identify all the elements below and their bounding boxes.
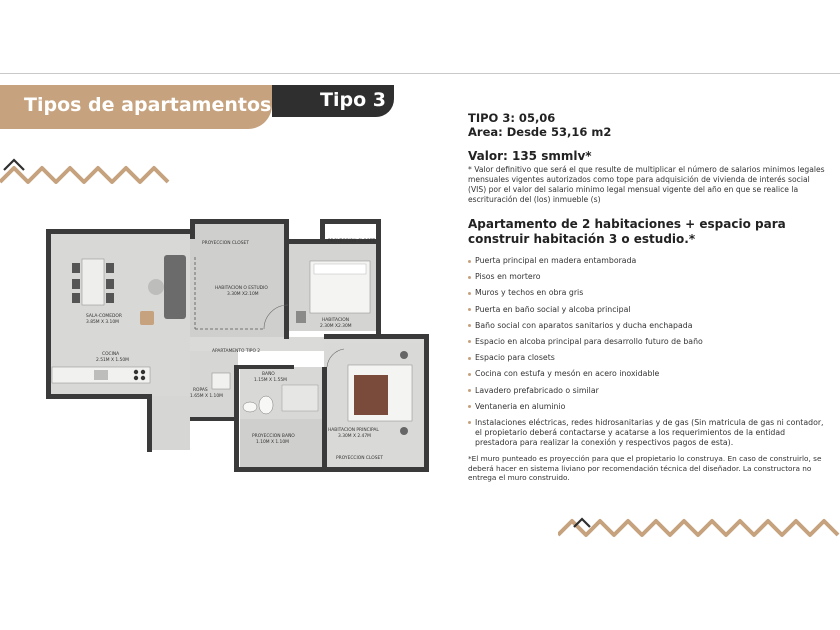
floor-plan: [44, 217, 432, 475]
footnote: *El muro punteado es proyección para que el propietario lo construya. En caso de construirlo, se deberá hacer en sistema liviano por recomendación técnica del diseñador. La constructora no entrega el muro construido.: [468, 454, 822, 483]
label-habitacion-principal: HABITACION PRINCIPAL: [328, 428, 379, 433]
tipo-line: TIPO 3: 05,06: [468, 111, 556, 125]
label-bano: BAÑO: [262, 372, 275, 377]
label-apartamento: APARTAMENTO TIPO 2: [212, 349, 261, 354]
section-title: Tipos de apartamentos: [24, 94, 272, 116]
feature-item: Ventaneria en aluminio: [468, 402, 828, 412]
apartment-title: Apartamento de 2 habitaciones + espacio para construir habitación 3 o estudio.*: [468, 217, 786, 246]
label-sala-comedor: SALA-COMEDOR: [86, 314, 122, 319]
feature-item: Instalaciones eléctricas, redes hidrosanitarias y de gas (Sin matricula de gas ni contador, el propietario deberá contactarse y acatarse a los requerimientos de la entidad prestadora para realizar la conexión y respectivos pagos de esta).: [468, 418, 828, 448]
label-sala-comedor-dim: 3.85M X 3.10M: [86, 320, 119, 325]
zigzag-decoration-right: [558, 505, 840, 547]
label-habitacion-estudio-dim: 3.30M X2.10M: [227, 292, 259, 297]
label-cocina-dim: 2.51M X 1.50M: [96, 358, 129, 363]
feature-item: Puerta principal en madera entamborada: [468, 256, 828, 266]
top-divider: [0, 73, 840, 74]
apartment-info: [468, 111, 828, 483]
feature-item: Lavadero prefabricado o similar: [468, 386, 828, 396]
feature-item: Muros y techos en obra gris: [468, 288, 828, 298]
label-habitacion-estudio: HABITACION O ESTUDIO: [215, 286, 268, 291]
area-line: Area: Desde 53,16 m2: [468, 125, 612, 139]
zigzag-decoration-left: [0, 150, 175, 190]
label-habitacion-dim: 2.30M X2.30M: [320, 324, 352, 329]
label-ropas-dim: 1.65M X 1.10M: [190, 394, 223, 399]
label-proyeccion-closet-3: PROYECCION CLOSET: [336, 456, 383, 461]
feature-item: Pisos en mortero: [468, 272, 828, 282]
feature-item: Cocina con estufa y mesón en acero inoxidable: [468, 369, 828, 379]
feature-item: Puerta en baño social y alcoba principal: [468, 305, 828, 315]
label-proyeccion-bano: PROYECCION BAÑO: [252, 434, 295, 439]
type-tab: [272, 85, 394, 117]
features-list: [468, 256, 828, 448]
label-ropas: ROPAS: [193, 388, 208, 393]
feature-item: Baño social con aparatos sanitarios y ducha enchapada: [468, 321, 828, 331]
label-bano-dim: 1.15M X 1.55M: [254, 378, 287, 383]
type-tab-label: Tipo 3: [320, 89, 386, 111]
label-cocina: COCINA: [102, 352, 120, 357]
feature-item: Espacio en alcoba principal para desarrollo futuro de baño: [468, 337, 828, 347]
section-banner: [0, 85, 272, 129]
label-habitacion: HABITACION: [322, 318, 349, 323]
feature-item: Espacio para closets: [468, 353, 828, 363]
label-proyeccion-closet-2: PROYECCION CLOSET: [328, 239, 375, 244]
label-proyeccion-closet-1: PROYECCION CLOSET: [202, 241, 249, 246]
valor-line: Valor: 135 smmlv*: [468, 149, 592, 163]
label-proyeccion-bano-dim: 1.10M X 1.10M: [256, 440, 289, 445]
label-habitacion-principal-dim: 3.30M X 2.47M: [338, 434, 371, 439]
valor-note: * Valor definitivo que será el que resulte de multiplicar el número de salarios minimos legales mensuales vigentes autorizados como tope para adquisición de vivienda de interés social (VIS) por el valor del salario minimo legal mensual vigente del año en que se realice la escrituración del (los) inmueble (s): [468, 165, 825, 204]
